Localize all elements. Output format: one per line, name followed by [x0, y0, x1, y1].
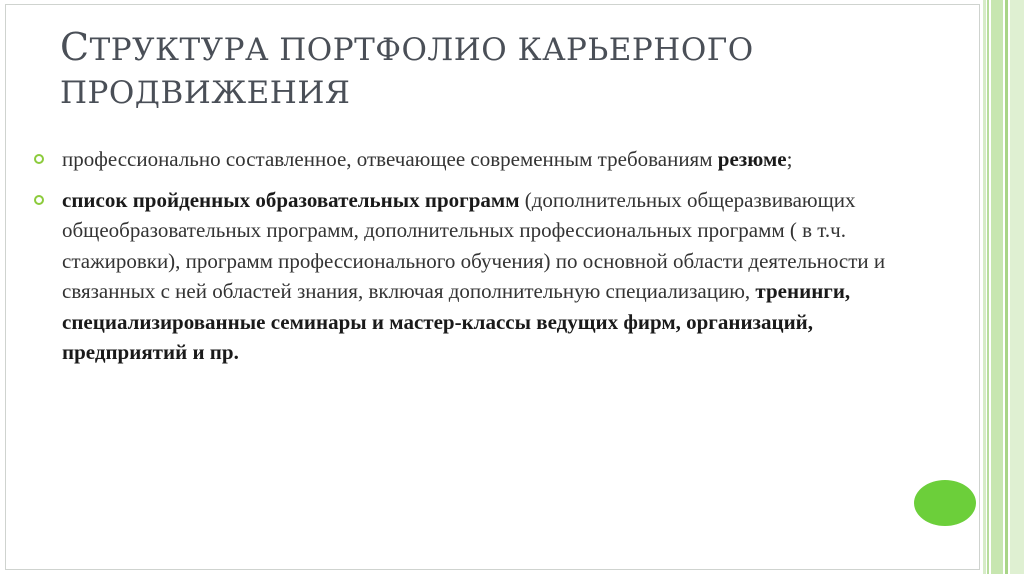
bullet-item-programs: [34, 185, 934, 368]
bullet-bold-text: резюме: [717, 147, 787, 171]
bullet-item-resume: [34, 144, 934, 175]
bullet-bold-text: список пройденных образовательных программ: [62, 187, 520, 212]
decorative-stripe: [991, 0, 1003, 574]
slide-title: [60, 22, 940, 115]
decorative-stripe: [1010, 0, 1024, 574]
green-circle-decoration: [914, 480, 976, 526]
bullet-text: профессионально составленное, отвечающее современным требованиям: [62, 147, 718, 171]
decorative-stripe: [1005, 0, 1008, 574]
decorative-stripe: [983, 0, 986, 574]
decorative-stripe: [987, 0, 989, 574]
bullet-list: [34, 144, 934, 378]
bullet-bold-text: тренинги, специализированные семинары и мастер-классы ведущих фирм, организаций, предприятий и пр.: [62, 279, 851, 364]
circle-bullet-icon: [34, 154, 44, 164]
circle-bullet-icon: [34, 195, 44, 205]
title-line-1: ТРУКТУРА ПОРТФОЛИО КАРЬЕРНОГО: [89, 32, 754, 68]
title-initial: С: [60, 25, 90, 69]
bullet-text: ;: [786, 147, 793, 171]
bullet-text: (дополнительных общеразвивающих общеобразовательных программ, дополнительных профессиональных программ ( в т.ч. стажировки), программ профессионального обучения) по основной области деятельности и связанных с ней областей знания, включая дополнительную специализацию,: [62, 187, 886, 303]
title-line-2: ПРОДВИЖЕНИЯ: [60, 75, 351, 112]
